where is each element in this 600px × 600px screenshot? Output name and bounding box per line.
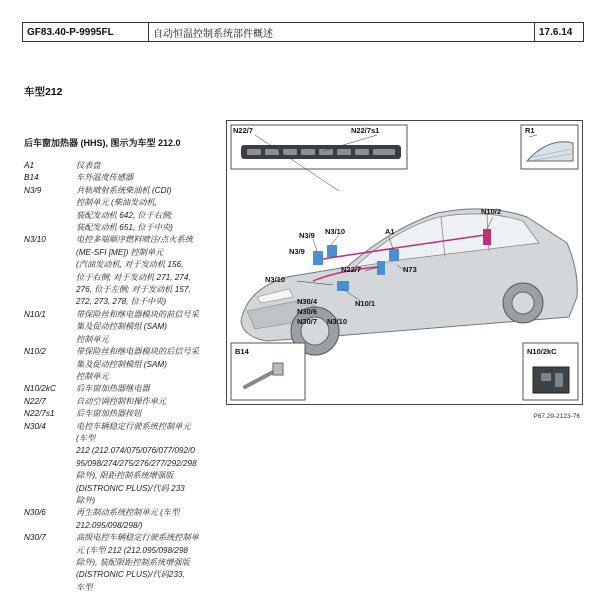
legend-description-line: 车型 [76, 582, 93, 592]
legend-description-line: 除外), 装配限距控制系统增强版 [76, 558, 190, 567]
a1-marker [389, 249, 399, 261]
legend-description-line: 后车窗加热器继电器 [76, 384, 150, 394]
legend-row [24, 185, 224, 235]
model-title: 车型212 [24, 86, 63, 98]
legend-description-line: 控制单元 [76, 334, 109, 344]
legend-description-line: 共轨喷射系统柴油机 (CDI) [76, 185, 172, 195]
legend-row [24, 421, 224, 508]
legend-description-line: 带保险丝和继电器模块的前信号采 [76, 309, 199, 319]
legend-row [24, 346, 224, 383]
legend-description-line: 276, 位于左侧; 对于发动机 157, [76, 285, 191, 295]
legend-description [76, 346, 224, 383]
legend-code: B14 [24, 173, 39, 183]
document-date: 17.6.14 [539, 26, 573, 38]
legend-description [76, 185, 224, 235]
label-n30-4: N30/4 [297, 297, 318, 306]
legend-code: N10/2kC [24, 384, 56, 394]
legend-description-line: 装配发动机 651, 位于中央) [76, 223, 173, 233]
legend-code: N3/10 [24, 235, 46, 245]
n10-2-marker [483, 229, 491, 245]
label-n3-10-left: N3/10 [265, 275, 286, 284]
legend-code: A1 [24, 161, 35, 170]
label-n22-7: N22/7 [233, 126, 254, 135]
label-a1: A1 [385, 227, 395, 236]
legend-description-line: 再生制动系统控制单元 (车型 [76, 508, 180, 518]
legend-description [76, 309, 224, 346]
legend-description-line: 后车窗加热器按钮 [76, 409, 142, 419]
legend-description [76, 234, 224, 308]
legend-row [24, 507, 224, 532]
legend-code: N3/9 [24, 185, 42, 195]
section-title: 后车窗加热器 (HHS), 图示为车型 212.0 [24, 138, 181, 148]
legend-code: N10/1 [24, 309, 46, 319]
legend-description-line: 95/098/274/275/276/277/292/298 [76, 458, 197, 468]
legend-description [76, 421, 224, 508]
label-n73: N73 [403, 265, 417, 274]
document-title: 自动恒温控制系统部件概述 [149, 23, 535, 41]
legend-description-line: 212.095/098/298/) [76, 520, 143, 530]
legend-row [24, 408, 224, 420]
legend-description [76, 160, 224, 172]
legend-description-line: 车外温度传感器 [76, 173, 134, 183]
label-n22-7-mid: N22/7 [341, 265, 362, 274]
label-n3-9-mid: N3/9 [289, 247, 305, 256]
legend-row [24, 234, 224, 308]
n3-10-marker [327, 245, 337, 257]
document-header [22, 22, 584, 42]
legend-description-line: 控制单元 (柴油发动机, [76, 198, 157, 208]
legend-description-line: 自动空调控制和操作单元 [76, 396, 167, 406]
n10-1-marker [337, 281, 349, 291]
legend-code: N30/7 [24, 533, 46, 543]
legend-description-line: (ME-SFI [ME]) 控制单元 [76, 247, 164, 257]
legend-description [76, 507, 224, 532]
legend-description-line: 位于右侧; 对于发动机 271, 274, [76, 272, 191, 282]
legend-description-line: 带保险丝和继电器模块的后信号采 [76, 347, 199, 357]
label-n3-9-top: N3/9 [299, 231, 315, 240]
legend-row [24, 396, 224, 408]
legend-code: N10/2 [24, 347, 46, 357]
legend-description-line: 电控车辆稳定行驶系统控制单元 [76, 421, 191, 431]
label-n30-6: N30/6 [297, 307, 318, 316]
car-illustration [227, 121, 582, 404]
relay-module-icon [533, 367, 569, 393]
legend-code: N22/7s1 [24, 409, 55, 419]
legend-description [76, 396, 224, 408]
legend-description-line: 272, 273, 278, 位于中央) [76, 297, 167, 307]
legend-description-line: 集及促动控制模组 (SAM) [76, 359, 167, 369]
component-figure [226, 120, 583, 405]
legend-row [24, 532, 224, 594]
legend-description-line: (DISTRONIC PLUS)/代码 233 [76, 483, 185, 493]
legend-description [76, 172, 224, 184]
legend-description-line: 除外) [76, 495, 96, 505]
document-number: GF83.40-P-9995FL [23, 23, 149, 41]
label-n10-2kc: N10/2kC [527, 347, 557, 356]
legend-description-line: 212 (212.074/075/076/077/092/0 [76, 446, 195, 456]
figure-reference: P67.29-2123-76 [533, 413, 580, 420]
legend-description-line: 仪表盘 [76, 161, 101, 170]
legend-description-line: 装配发动机 642, 位于右侧; [76, 210, 173, 220]
label-b14: B14 [235, 347, 249, 356]
label-n30-7: N30/7 [297, 317, 318, 326]
legend-row [24, 172, 224, 184]
legend-description-line: 除外), 限距控制系统增强版 [76, 471, 174, 481]
label-n10-2: N10/2 [481, 207, 502, 216]
legend-code: N22/7 [24, 396, 46, 406]
legend-code: N30/6 [24, 508, 46, 518]
legend-description [76, 408, 224, 420]
legend-description [76, 532, 224, 594]
legend-row [24, 309, 224, 346]
legend-description-line: (DISTRONIC PLUS)/代码233, [76, 570, 185, 580]
n3-9-marker [313, 251, 323, 265]
legend-description-line: (汽油发动机, 对于发动机 156, [76, 260, 184, 270]
n22-7-marker [377, 261, 385, 275]
component-legend [24, 160, 224, 594]
legend-description-line: 电控多端顺序燃料喷注/点火系统 [76, 235, 193, 245]
legend-row [24, 160, 224, 172]
legend-row [24, 383, 224, 395]
label-r1: R1 [525, 126, 535, 135]
legend-description [76, 383, 224, 395]
car-body-icon [241, 209, 577, 355]
legend-description-line: 控制单元 [76, 371, 109, 381]
legend-code: N30/4 [24, 421, 46, 431]
label-n22-7s1: N22/7s1 [351, 126, 380, 135]
legend-description-line: 集及促动控制模组 (SAM) [76, 322, 167, 332]
legend-description-line: 高级电控车辆稳定行驶系统控制单 [76, 533, 199, 543]
label-n10-1: N10/1 [355, 299, 376, 308]
legend-description-line: 元 (车型 212 (212.095/098/298 [76, 545, 188, 555]
label-n3-10-top: N3/10 [325, 227, 346, 236]
legend-description-line: (车型 [76, 433, 96, 443]
label-n3-10-bottom: N3/10 [327, 317, 348, 326]
